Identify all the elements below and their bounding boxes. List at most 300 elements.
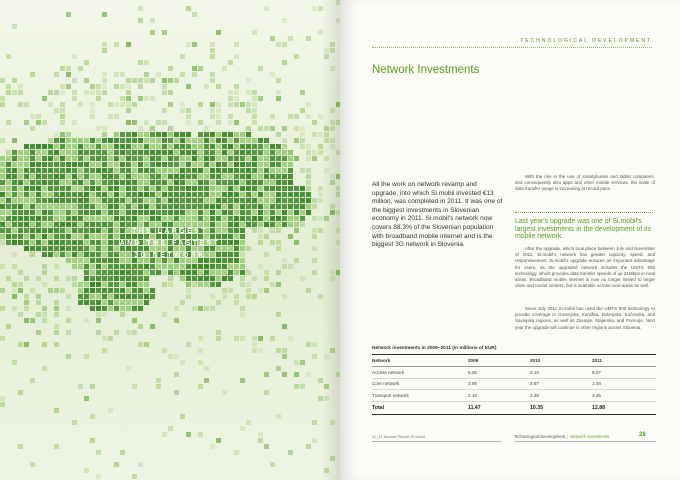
table-cell: 2.15 [468, 392, 477, 398]
map-pixel [198, 306, 203, 311]
map-pixel [180, 276, 185, 281]
map-pixel [84, 180, 89, 185]
map-pixel [96, 162, 101, 167]
map-pixel [48, 144, 53, 149]
map-pixel [72, 54, 77, 59]
map-pixel [24, 240, 29, 245]
map-pixel [252, 228, 257, 233]
map-pixel [282, 174, 287, 179]
map-pixel [18, 198, 23, 203]
map-pixel [114, 192, 119, 197]
map-pixel [96, 198, 101, 203]
map-pixel [120, 288, 125, 293]
map-pixel [138, 144, 143, 149]
map-pixel [90, 300, 95, 305]
map-pixel [6, 90, 11, 95]
map-pixel [78, 186, 83, 191]
map-pixel [276, 246, 281, 251]
map-pixel [240, 210, 245, 215]
map-pixel [246, 102, 251, 107]
map-pixel [186, 216, 191, 221]
map-pixel [210, 198, 215, 203]
map-pixel [174, 198, 179, 203]
map-pixel [234, 300, 239, 305]
map-pixel [42, 264, 47, 269]
map-pixel [114, 216, 119, 221]
map-pixel [138, 126, 143, 131]
map-pixel [288, 114, 293, 119]
map-pixel [120, 270, 125, 275]
map-pixel [96, 144, 101, 149]
map-pixel [270, 240, 275, 245]
map-pixel [6, 174, 11, 179]
map-pixel [18, 156, 23, 161]
map-pixel [138, 132, 143, 137]
map-pixel [240, 138, 245, 143]
map-pixel [222, 264, 227, 269]
map-pixel [156, 264, 161, 269]
map-pixel [240, 216, 245, 221]
map-pixel [30, 162, 35, 167]
map-pixel [114, 330, 119, 335]
map-pixel [216, 330, 221, 335]
map-pixel [102, 150, 107, 155]
map-pixel [294, 186, 299, 191]
map-pixel [102, 72, 107, 77]
map-pixel [186, 114, 191, 119]
map-pixel [12, 78, 17, 83]
map-pixel [30, 228, 35, 233]
map-pixel [84, 228, 89, 233]
map-pixel [108, 210, 113, 215]
map-pixel [198, 384, 203, 389]
map-pixel [138, 156, 143, 161]
map-pixel [162, 84, 167, 89]
map-pixel [84, 264, 89, 269]
map-pixel [60, 84, 65, 89]
map-pixel [168, 144, 173, 149]
map-pixel [144, 198, 149, 203]
map-pixel [42, 186, 47, 191]
map-pixel [48, 174, 53, 179]
map-pixel [54, 312, 59, 317]
map-pixel [216, 204, 221, 209]
map-pixel [192, 264, 197, 269]
map-pixel [306, 192, 311, 197]
map-pixel [114, 276, 119, 281]
map-pixel [150, 294, 155, 299]
map-pixel [228, 162, 233, 167]
map-pixel [12, 282, 17, 287]
map-pixel [12, 222, 17, 227]
map-pixel [300, 144, 305, 149]
map-pixel [186, 144, 191, 149]
map-pixel [0, 186, 5, 191]
table-cell: Transport network [372, 392, 409, 398]
map-pixel [66, 12, 71, 17]
map-pixel [186, 264, 191, 269]
map-pixel [126, 42, 131, 47]
map-pixel [36, 312, 41, 317]
map-pixel [132, 330, 137, 335]
map-pixel [198, 162, 203, 167]
map-pixel [234, 210, 239, 215]
map-pixel [132, 174, 137, 179]
map-pixel [54, 222, 59, 227]
table-cell: 10.35 [530, 404, 543, 411]
map-pixel [120, 144, 125, 149]
map-pixel [96, 138, 101, 143]
map-pixel [66, 144, 71, 149]
map-pixel [120, 132, 125, 137]
map-pixel [138, 216, 143, 221]
map-pixel [252, 144, 257, 149]
map-pixel [114, 186, 119, 191]
map-pixel [114, 102, 119, 107]
map-pixel [270, 186, 275, 191]
map-pixel [66, 174, 71, 179]
footer-section: Technological Development [514, 434, 566, 439]
map-pixel [186, 282, 191, 287]
map-pixel [252, 348, 257, 353]
map-pixel [216, 216, 221, 221]
map-pixel [270, 204, 275, 209]
map-pixel [0, 168, 5, 173]
map-pixel [132, 162, 137, 167]
map-pixel [168, 216, 173, 221]
map-pixel [222, 156, 227, 161]
map-pixel [204, 276, 209, 281]
map-pixel [36, 234, 41, 239]
map-pixel [18, 84, 23, 89]
map-pixel [72, 282, 77, 287]
map-pixel [90, 168, 95, 173]
map-pixel [36, 210, 41, 215]
map-pixel [30, 378, 35, 383]
map-pixel [108, 144, 113, 149]
map-pixel [30, 210, 35, 215]
map-pixel [54, 174, 59, 179]
map-pixel [48, 102, 53, 107]
map-pixel [222, 180, 227, 185]
map-pixel [240, 228, 245, 233]
map-pixel [258, 174, 263, 179]
map-pixel [18, 180, 23, 185]
map-pixel [138, 198, 143, 203]
map-pixel [228, 180, 233, 185]
map-pixel [312, 216, 317, 221]
map-pixel [252, 342, 257, 347]
map-pixel [300, 276, 305, 281]
map-pixel [162, 282, 167, 287]
map-pixel [42, 252, 47, 257]
map-pixel [6, 204, 11, 209]
map-pixel [264, 6, 269, 11]
map-pixel [210, 186, 215, 191]
map-pixel [90, 216, 95, 221]
map-pixel [198, 186, 203, 191]
map-pixel [0, 396, 5, 401]
map-pixel [210, 192, 215, 197]
map-pixel [126, 192, 131, 197]
map-pixel [24, 294, 29, 299]
map-pixel [36, 276, 41, 281]
map-pixel [120, 102, 125, 107]
map-pixel [192, 216, 197, 221]
map-pixel [84, 60, 89, 65]
map-pixel [222, 390, 227, 395]
map-pixel [90, 222, 95, 227]
map-pixel [96, 318, 101, 323]
map-pixel [72, 258, 77, 263]
map-pixel [54, 180, 59, 185]
map-pixel [6, 192, 11, 197]
page-number: 28 [639, 432, 646, 438]
map-pixel [258, 162, 263, 167]
map-pixel [126, 78, 131, 83]
map-pixel [294, 222, 299, 227]
map-pixel [132, 204, 137, 209]
map-pixel [288, 222, 293, 227]
map-pixel [198, 210, 203, 215]
map-pixel [288, 336, 293, 341]
map-pixel [120, 210, 125, 215]
map-pixel [234, 132, 239, 137]
map-pixel [12, 180, 17, 185]
map-pixel [306, 150, 311, 155]
map-pixel [264, 390, 269, 395]
map-pixel [222, 132, 227, 137]
footer-separator: | [567, 434, 569, 439]
map-pixel [270, 174, 275, 179]
map-pixel [54, 138, 59, 143]
map-pixel [228, 90, 233, 95]
map-pixel [180, 150, 185, 155]
map-pixel [60, 138, 65, 143]
map-pixel [78, 228, 83, 233]
map-pixel [234, 150, 239, 155]
map-pixel [126, 306, 131, 311]
map-pixel [288, 192, 293, 197]
map-pixel [18, 102, 23, 107]
map-pixel [0, 96, 5, 101]
map-pixel [6, 186, 11, 191]
map-pixel [306, 372, 311, 377]
map-pixel [72, 222, 77, 227]
map-pixel [144, 294, 149, 299]
map-pixel [282, 198, 287, 203]
map-pixel [96, 330, 101, 335]
map-pixel [162, 132, 167, 137]
map-pixel [276, 96, 281, 101]
map-pixel [12, 240, 17, 245]
map-pixel [234, 198, 239, 203]
map-pixel [180, 204, 185, 209]
map-pixel [210, 210, 215, 215]
map-pixel [132, 132, 137, 137]
map-pixel [6, 120, 11, 125]
map-pixel [150, 270, 155, 275]
map-pixel [84, 198, 89, 203]
map-pixel [258, 198, 263, 203]
map-pixel [258, 438, 263, 443]
map-pixel [102, 276, 107, 281]
map-pixel [0, 198, 5, 203]
map-pixel [126, 156, 131, 161]
map-pixel [18, 192, 23, 197]
map-pixel [282, 156, 287, 161]
map-pixel [114, 294, 119, 299]
map-pixel [210, 306, 215, 311]
map-pixel [138, 60, 143, 65]
map-pixel [138, 180, 143, 185]
map-pixel [120, 198, 125, 203]
map-pixel [168, 192, 173, 197]
map-pixel [234, 450, 239, 455]
map-pixel [174, 132, 179, 137]
map-pixel [150, 150, 155, 155]
map-pixel [36, 162, 41, 167]
investments-data-table [372, 354, 656, 415]
map-pixel [108, 138, 113, 143]
map-pixel [126, 102, 131, 107]
map-pixel [246, 144, 251, 149]
map-pixel [138, 192, 143, 197]
map-pixel [42, 204, 47, 209]
map-pixel [312, 438, 317, 443]
map-pixel [72, 186, 77, 191]
map-pixel [198, 150, 203, 155]
map-pixel [120, 72, 125, 77]
map-pixel [138, 174, 143, 179]
map-pixel [246, 294, 251, 299]
map-pixel [120, 282, 125, 287]
map-pixel [18, 234, 23, 239]
map-pixel [192, 156, 197, 161]
map-pixel [48, 156, 53, 161]
map-pixel [24, 162, 29, 167]
map-pixel [312, 204, 317, 209]
map-pixel [306, 36, 311, 41]
map-pixel [132, 138, 137, 143]
map-pixel [6, 234, 11, 239]
map-pixel [300, 138, 305, 143]
map-pixel [216, 210, 221, 215]
map-pixel [264, 180, 269, 185]
map-pixel [102, 144, 107, 149]
map-pixel [180, 180, 185, 185]
map-pixel [270, 36, 275, 41]
map-pixel [12, 174, 17, 179]
map-pixel [30, 234, 35, 239]
map-pixel [78, 156, 83, 161]
map-pixel [198, 270, 203, 275]
map-pixel [126, 168, 131, 173]
map-pixel [144, 174, 149, 179]
map-pixel [282, 42, 287, 47]
map-pixel [228, 186, 233, 191]
map-pixel [120, 96, 125, 101]
map-pixel [78, 138, 83, 143]
map-pixel [60, 186, 65, 191]
map-pixel [162, 186, 167, 191]
map-pixel [96, 204, 101, 209]
map-pixel [258, 234, 263, 239]
map-pixel [144, 186, 149, 191]
map-pixel [168, 204, 173, 209]
map-pixel [72, 228, 77, 233]
map-pixel [168, 156, 173, 161]
map-pixel [306, 198, 311, 203]
map-pixel [240, 102, 245, 107]
map-pixel [60, 228, 65, 233]
map-pixel [276, 78, 281, 83]
map-pixel [216, 264, 221, 269]
map-pixel [258, 222, 263, 227]
map-pixel [150, 156, 155, 161]
map-pixel [36, 186, 41, 191]
map-pixel [84, 300, 89, 305]
map-pixel [126, 144, 131, 149]
map-pixel [306, 174, 311, 179]
map-pixel [12, 294, 17, 299]
map-pixel [234, 294, 239, 299]
map-pixel [228, 156, 233, 161]
map-pixel [78, 66, 83, 71]
map-pixel [144, 264, 149, 269]
map-pixel [168, 90, 173, 95]
map-pixel [276, 366, 281, 371]
map-pixel [42, 198, 47, 203]
map-pixel [60, 132, 65, 137]
map-pixel [234, 120, 239, 125]
map-pixel [246, 270, 251, 275]
map-pixel [240, 282, 245, 287]
map-pixel [84, 144, 89, 149]
section-divider [372, 47, 652, 48]
map-pixel [228, 120, 233, 125]
map-pixel [210, 294, 215, 299]
map-pixel [138, 204, 143, 209]
map-pixel [18, 150, 23, 155]
map-pixel [66, 222, 71, 227]
map-pixel [144, 300, 149, 305]
map-pixel [108, 300, 113, 305]
map-pixel [132, 180, 137, 185]
map-pixel [48, 252, 53, 257]
map-pixel [300, 168, 305, 173]
map-pixel [78, 192, 83, 197]
map-pixel [264, 126, 269, 131]
map-pixel [36, 168, 41, 173]
map-pixel [258, 264, 263, 269]
map-pixel [84, 186, 89, 191]
map-pixel [198, 192, 203, 197]
map-pixel [18, 216, 23, 221]
table-cell: 5.10 [530, 369, 539, 375]
map-pixel [90, 186, 95, 191]
map-pixel [0, 216, 5, 221]
map-pixel [246, 126, 251, 131]
map-pixel [144, 150, 149, 155]
map-pixel [204, 132, 209, 137]
map-pixel [216, 186, 221, 191]
map-pixel [36, 216, 41, 221]
map-pixel [114, 174, 119, 179]
map-pixel [114, 162, 119, 167]
map-pixel [204, 144, 209, 149]
map-pixel [312, 270, 317, 275]
